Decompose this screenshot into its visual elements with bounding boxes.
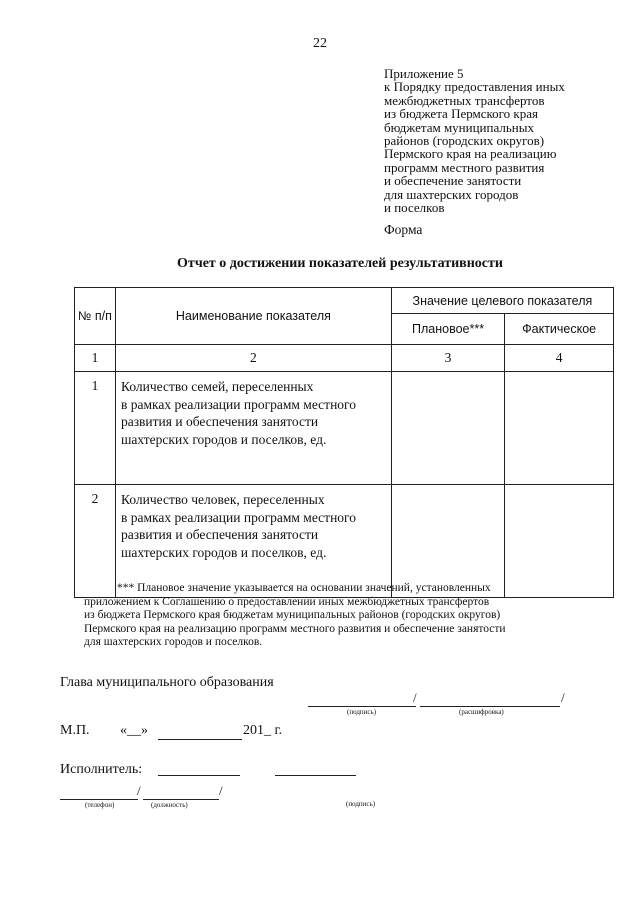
footnote-line: для шахтерских городов и поселков. (84, 636, 263, 649)
indicator-name-line: развития и обеспечения занятости (120, 527, 319, 542)
column-header-name: Наименование показателя (115, 288, 391, 345)
footnote (84, 582, 596, 650)
planned-value-cell[interactable] (391, 372, 504, 485)
index-cell: 2 (115, 345, 391, 372)
column-header-actual: Фактическое (505, 314, 614, 345)
appendix-line: из бюджета Пермского края (384, 106, 539, 122)
decryption-caption: (расшифровка) (459, 708, 504, 716)
indicator-name-line: в рамках реализации программ местного (120, 509, 356, 525)
table-row (75, 485, 614, 598)
appendix-header (384, 67, 565, 214)
indicator-name-line: в рамках реализации программ местного (120, 396, 356, 412)
indicator-name (115, 485, 391, 598)
head-label: Глава муниципального образования (60, 675, 274, 690)
executor-signature-caption: (подпись) (346, 800, 376, 808)
executor-name-line[interactable] (158, 775, 240, 776)
indicator-name-line: шахтерских городов и поселков, ед. (120, 431, 327, 447)
indicator-name-line: шахтерских городов и поселков, ед. (120, 544, 327, 560)
page-number: 22 (313, 36, 327, 51)
indicator-name-line: Количество семей, переселенных (120, 379, 314, 394)
appendix-line: и поселков (384, 200, 445, 216)
index-cell: 3 (391, 345, 504, 372)
column-header-target: Значение целевого показателя (391, 288, 613, 314)
row-number: 1 (75, 372, 116, 485)
appendix-line: программ местного развития (384, 159, 545, 175)
appendix-line: Пермского края на реализацию (384, 146, 557, 162)
appendix-line: Приложение 5 (384, 66, 464, 81)
phone-line[interactable] (60, 799, 138, 800)
executor-extra-line[interactable] (275, 775, 356, 776)
table-row (75, 372, 614, 485)
head-signature-line[interactable] (308, 706, 416, 707)
index-cell: 1 (75, 345, 116, 372)
planned-value-cell[interactable] (391, 485, 504, 598)
actual-value-cell[interactable] (505, 372, 614, 485)
head-decryption-line[interactable] (420, 706, 560, 707)
date-year-field[interactable]: 201_ г. (243, 723, 283, 738)
footnote-line: из бюджета Пермского края бюджетам муниципальных районов (городских округов) (84, 609, 501, 622)
executor-label: Исполнитель: (60, 762, 143, 777)
appendix-line: бюджетам муниципальных (384, 119, 534, 135)
form-label: Форма (384, 222, 423, 237)
appendix-line: для шахтерских городов (384, 186, 519, 202)
appendix-line: межбюджетных трансфертов (384, 92, 545, 108)
phone-caption: (телефон) (85, 801, 115, 809)
indicator-name-line: развития и обеспечения занятости (120, 414, 319, 429)
footnote-line: Пермского края на реализацию программ местного развития и обеспечение занятости (84, 622, 506, 635)
column-header-planned: Плановое*** (391, 314, 504, 345)
separator-slash: / (413, 690, 417, 705)
row-number: 2 (75, 485, 116, 598)
indicator-name-line: Количество человек, переселенных (120, 492, 325, 507)
date-day-field[interactable]: «__» (120, 723, 148, 738)
column-header-number: № п/п (75, 288, 116, 345)
footnote-line: приложением к Соглашению о предоставлении иных межбюджетных трансфертов (84, 595, 490, 608)
appendix-line: к Порядку предоставления иных (384, 79, 565, 95)
separator-slash: / (137, 783, 141, 798)
separator-slash: / (561, 690, 565, 705)
position-caption: (должность) (151, 801, 188, 809)
signature-caption: (подпись) (347, 708, 377, 716)
appendix-line: районов (городских округов) (384, 133, 545, 149)
footnote-line: *** Плановое значение указывается на основании значений, установленных (117, 582, 491, 594)
seal-label: М.П. (60, 723, 90, 738)
indicator-name (115, 372, 391, 485)
position-line[interactable] (143, 799, 219, 800)
indicators-table (74, 287, 614, 598)
separator-slash: / (219, 783, 223, 798)
date-month-line[interactable] (158, 739, 242, 740)
index-cell: 4 (505, 345, 614, 372)
actual-value-cell[interactable] (505, 485, 614, 598)
document-title: Отчет о достижении показателей результативности (177, 256, 503, 271)
appendix-line: и обеспечение занятости (384, 173, 522, 189)
